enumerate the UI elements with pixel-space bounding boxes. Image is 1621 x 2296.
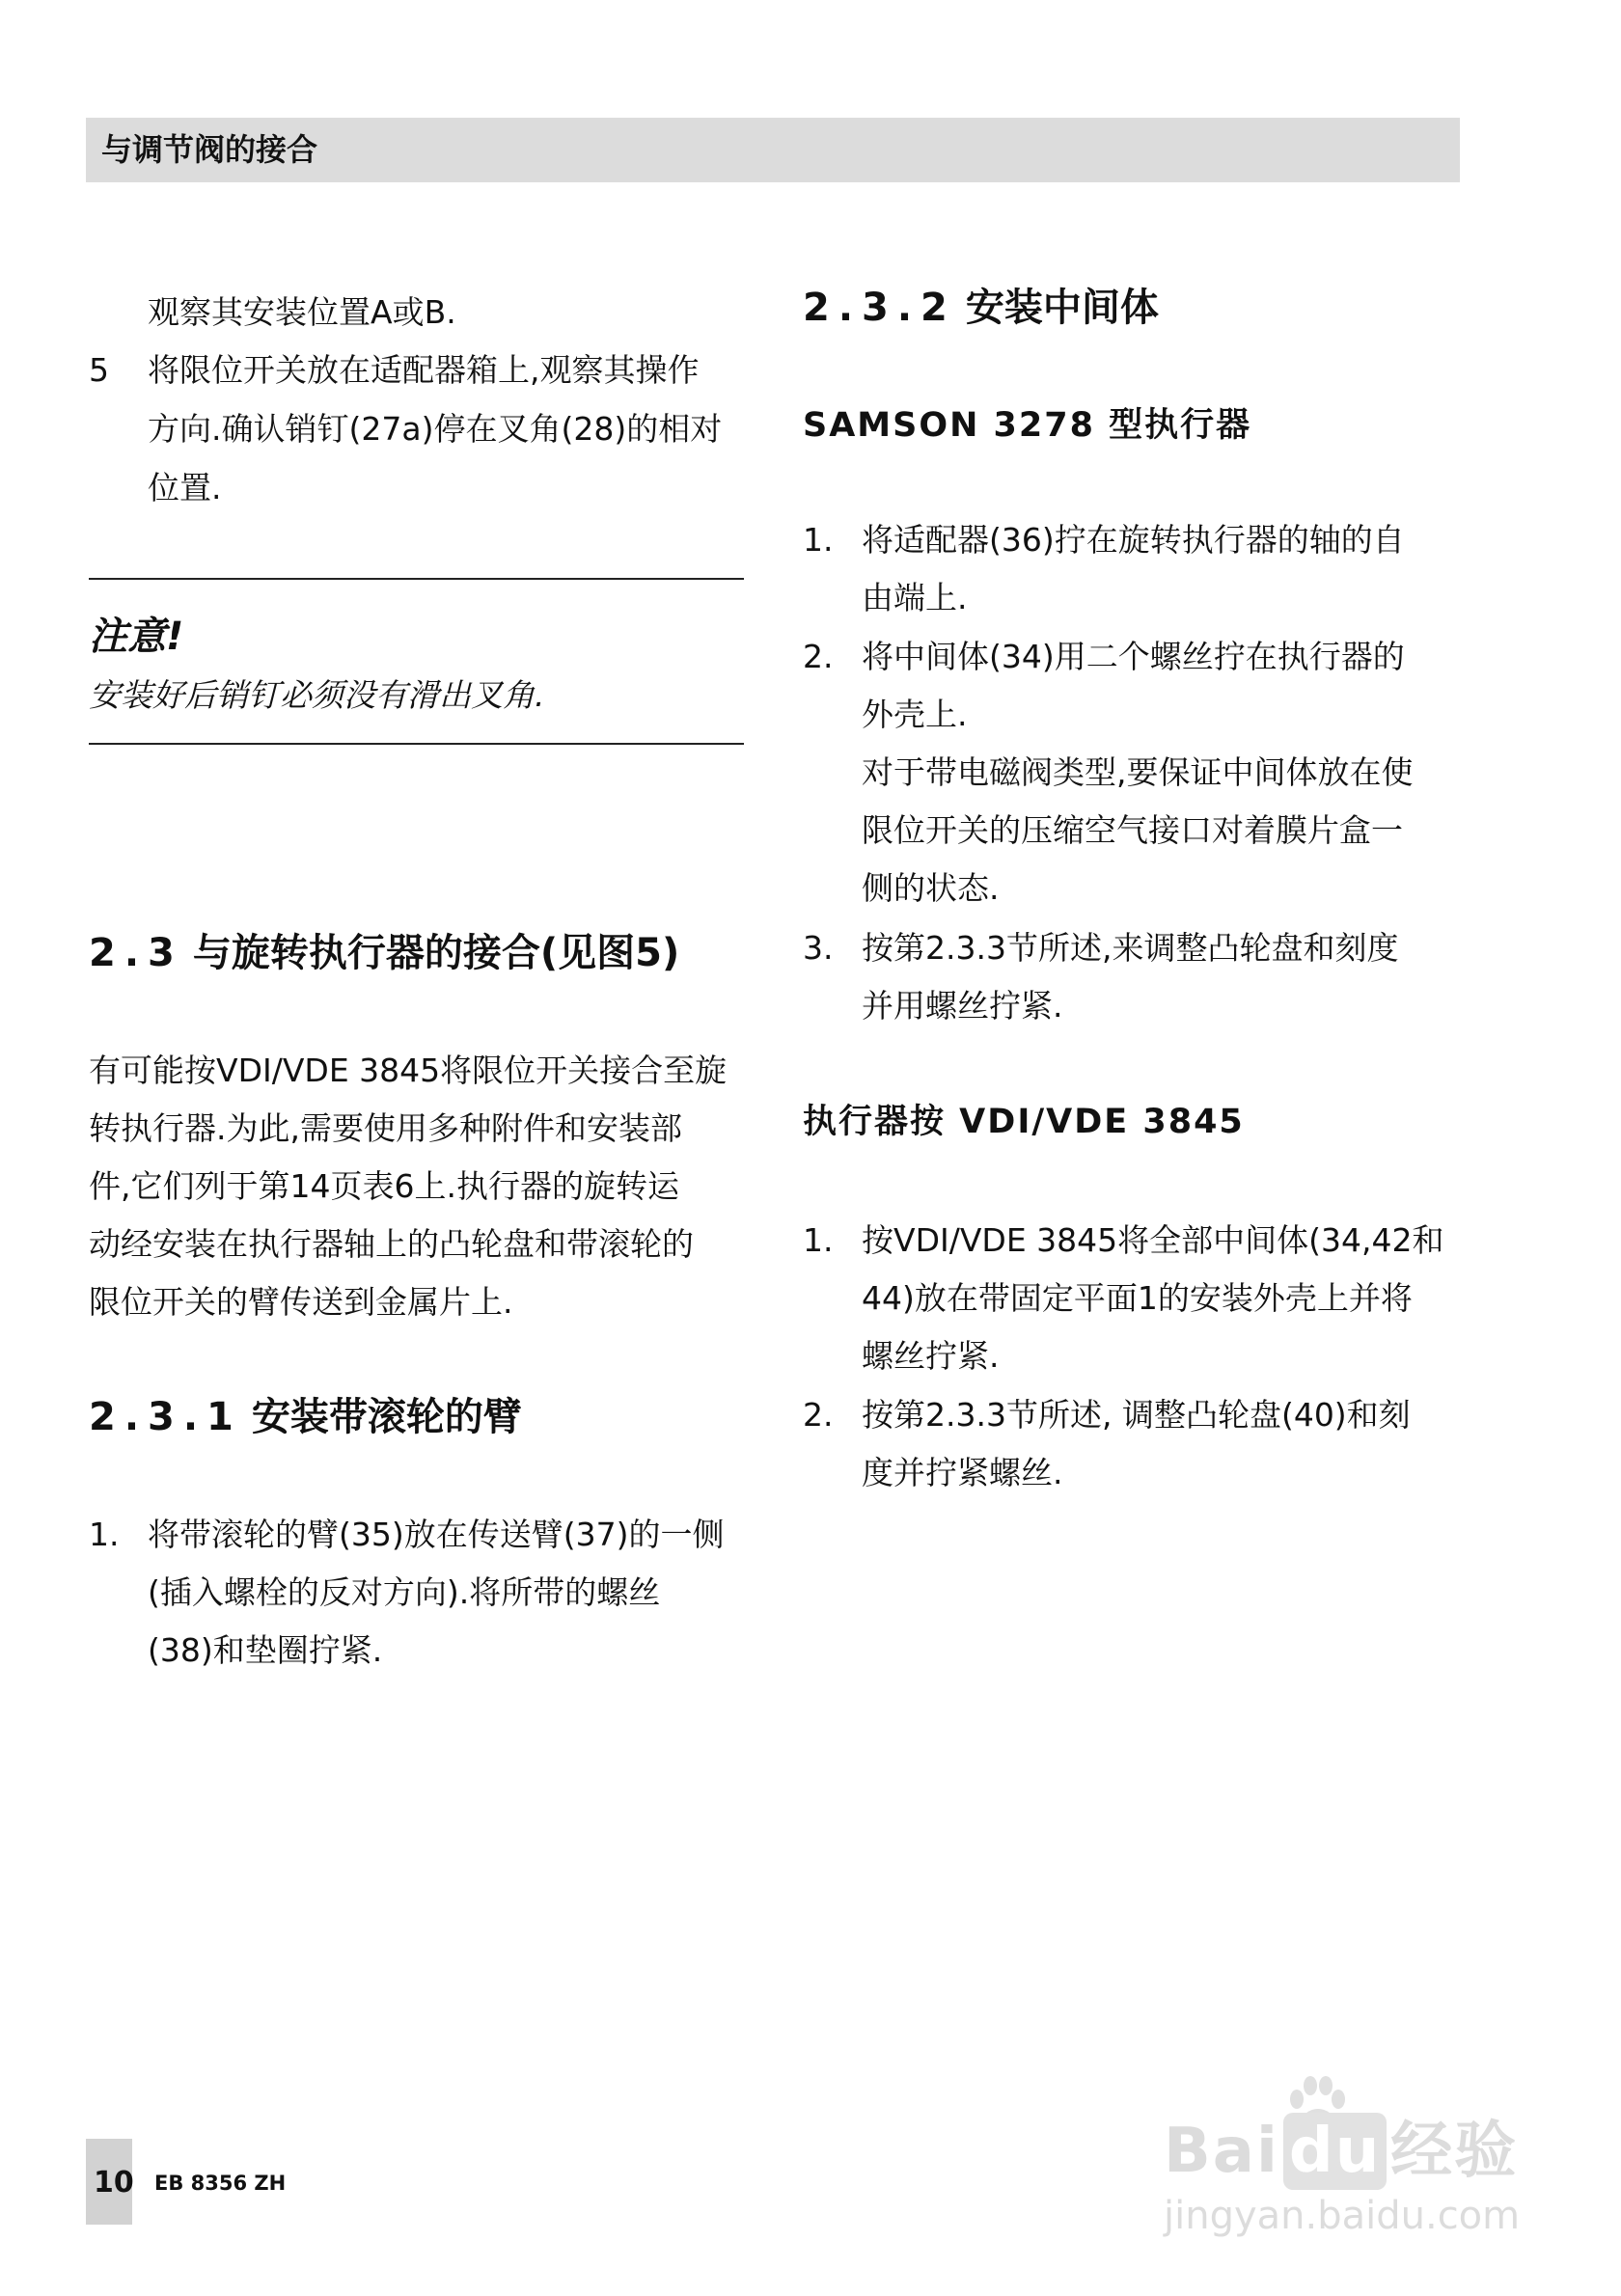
paragraph-2-3 bbox=[89, 1042, 749, 1331]
paragraph-line: 限位开关的臂传送到金属片上. bbox=[89, 1283, 513, 1321]
continuation-line: 观察其安装位置A或B. bbox=[148, 293, 456, 331]
heading-2-3-1 bbox=[89, 1388, 522, 1446]
note-top-rule bbox=[89, 578, 744, 580]
list-line: 44)放在带固定平面1的安装外壳上并将 bbox=[862, 1279, 1413, 1317]
subheading-samson: SAMSON 3278 型执行器 bbox=[803, 406, 1252, 445]
heading-2-3 bbox=[89, 924, 679, 982]
step-number: 5 bbox=[89, 351, 109, 389]
watermark-brand-c: 经验 bbox=[1390, 2116, 1519, 2187]
note-title: 注意! bbox=[89, 615, 184, 659]
note-bottom-rule bbox=[89, 743, 744, 745]
list-number: 2. bbox=[803, 638, 834, 675]
list-line: 度并拧紧螺丝. bbox=[862, 1454, 1063, 1491]
heading-2-3-2 bbox=[803, 279, 1159, 337]
list-number: 1. bbox=[89, 1516, 120, 1553]
document-code: EB 8356 ZH bbox=[154, 2172, 287, 2195]
heading-number: 2.3.1 bbox=[89, 1395, 242, 1439]
list-line: 将带滚轮的臂(35)放在传送臂(37)的一侧 bbox=[148, 1516, 725, 1553]
list-line: 限位开关的压缩空气接口对着膜片盒一 bbox=[862, 811, 1403, 849]
step-line: 位置. bbox=[148, 469, 222, 506]
heading-number: 2.3.2 bbox=[803, 286, 956, 330]
page-number: 10 bbox=[94, 2166, 134, 2200]
subheading-vdi: 执行器按 VDI/VDE 3845 bbox=[803, 1103, 1245, 1141]
list-number: 1. bbox=[803, 1221, 834, 1259]
list-line: 对于带电磁阀类型,要保证中间体放在使 bbox=[862, 753, 1414, 791]
list-line: 外壳上. bbox=[862, 696, 968, 733]
paragraph-line: 转执行器.为此,需要使用多种附件和安装部 bbox=[89, 1109, 682, 1147]
right-column bbox=[803, 0, 1463, 2296]
list-line: (插入螺栓的反对方向).将所带的螺丝 bbox=[148, 1573, 661, 1611]
left-column bbox=[89, 0, 749, 2296]
list-line: 将适配器(36)拧在旋转执行器的轴的自 bbox=[862, 521, 1405, 559]
list-number: 3. bbox=[803, 929, 834, 967]
list-line: 由端上. bbox=[862, 579, 968, 616]
watermark-url: jingyan.baidu.com bbox=[1164, 2194, 1521, 2238]
paragraph-line: 有可能按VDI/VDE 3845将限位开关接合至旋 bbox=[89, 1052, 728, 1089]
list-line: 将中间体(34)用二个螺丝拧在执行器的 bbox=[862, 638, 1405, 675]
watermark-brand-a: Bai bbox=[1164, 2116, 1279, 2187]
list-line: 并用螺丝拧紧. bbox=[862, 987, 1063, 1025]
section-header-title: 与调节阀的接合 bbox=[101, 131, 318, 168]
paragraph-line: 动经安装在执行器轴上的凸轮盘和带滚轮的 bbox=[89, 1225, 694, 1263]
watermark-brand-b: du bbox=[1283, 2113, 1387, 2190]
heading-title: 安装中间体 bbox=[965, 286, 1159, 330]
note-text: 安装好后销钉必须没有滑出叉角. bbox=[89, 676, 545, 714]
list-line: 螺丝拧紧. bbox=[862, 1337, 1000, 1375]
heading-title: 与旋转执行器的接合(见图5) bbox=[192, 931, 680, 975]
step-line: 方向.确认销钉(27a)停在叉角(28)的相对 bbox=[148, 410, 723, 448]
watermark-brand bbox=[1164, 2113, 1518, 2190]
list-line: 按第2.3.3节所述,来调整凸轮盘和刻度 bbox=[862, 929, 1399, 967]
heading-title: 安装带滚轮的臂 bbox=[251, 1395, 522, 1439]
list-line: (38)和垫圈拧紧. bbox=[148, 1631, 383, 1669]
list-line: 按VDI/VDE 3845将全部中间体(34,42和 bbox=[862, 1221, 1444, 1259]
paragraph-line: 件,它们列于第14页表6上.执行器的旋转运 bbox=[89, 1167, 679, 1205]
list-line: 按第2.3.3节所述, 调整凸轮盘(40)和刻 bbox=[862, 1396, 1411, 1434]
list-number: 1. bbox=[803, 521, 834, 559]
step-line: 将限位开关放在适配器箱上,观察其操作 bbox=[148, 351, 700, 389]
list-line: 侧的状态. bbox=[862, 869, 1000, 907]
heading-number: 2.3 bbox=[89, 931, 183, 975]
list-number: 2. bbox=[803, 1396, 834, 1434]
